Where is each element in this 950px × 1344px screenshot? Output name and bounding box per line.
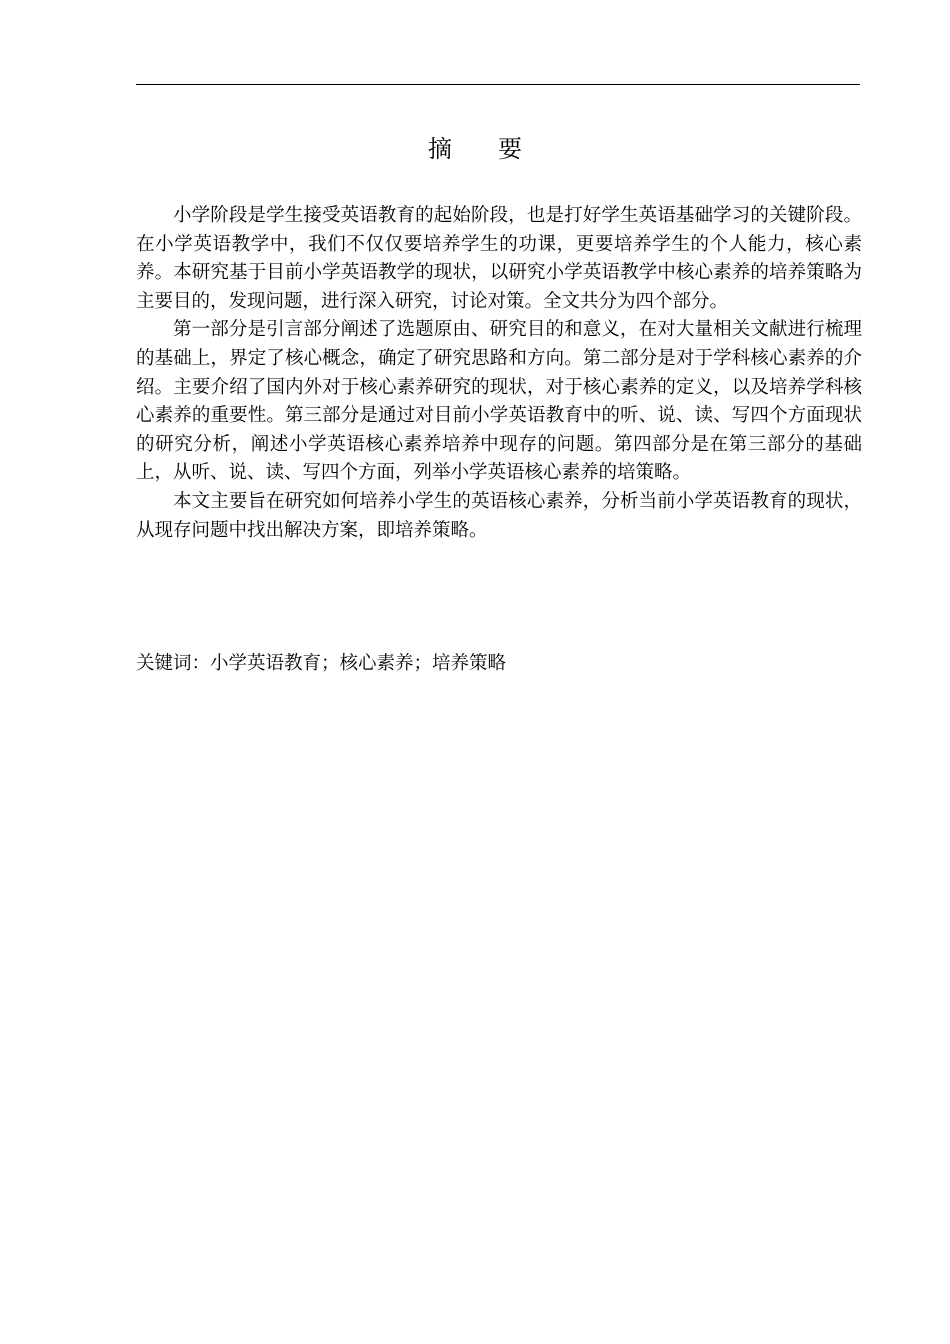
- title-char-1: 摘: [428, 135, 452, 163]
- abstract-paragraph-3: 本文主要旨在研究如何培养小学生的英语核心素养，分析当前小学英语教育的现状，从现存问题中找出解决方案，即培养策略。: [136, 490, 862, 541]
- title-char-2: 要: [498, 135, 522, 163]
- keywords-line: [136, 650, 862, 678]
- abstract-body: [136, 202, 862, 545]
- abstract-paragraph-2: 第一部分是引言部分阐述了选题原由、研究目的和意义，在对大量相关文献进行梳理的基础上，界定了核心概念，确定了研究思路和方向。第二部分是对于学科核心素养的介绍。主要介绍了国内外对于核心素养研究的现状，对于核心素养的定义，以及培养学科核心素养的重要性。第三部分是通过对目前小学英语教育中的听、说、读、写四个方面现状的研究分析，阐述小学英语核心素养培养中现存的问题。第四部分是在第三部分的基础上，从听、说、读、写四个方面，列举小学英语核心素养的培策略。: [136, 319, 862, 484]
- header-rule: [136, 84, 860, 85]
- page-title: [0, 133, 950, 165]
- keywords-value: 小学英语教育；核心素养；培养策略: [210, 653, 507, 674]
- abstract-paragraph-1: 小学阶段是学生接受英语教育的起始阶段，也是打好学生英语基础学习的关键阶段。在小学英语教学中，我们不仅仅要培养学生的功课，更要培养学生的个人能力，核心素养。本研究基于目前小学英语教学的现状，以研究小学英语教学中核心素养的培养策略为主要目的，发现问题，进行深入研究，讨论对策。全文共分为四个部分。: [136, 205, 862, 312]
- keywords-label: 关键词：: [136, 653, 211, 674]
